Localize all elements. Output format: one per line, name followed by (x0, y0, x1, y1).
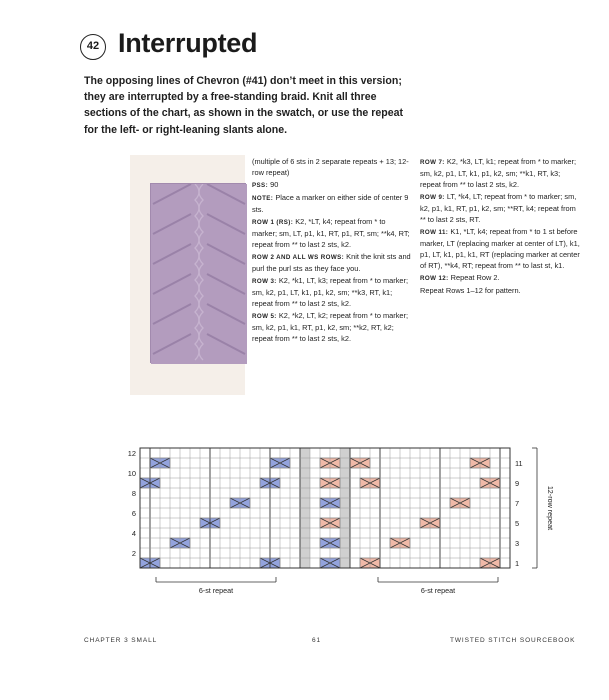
row-3 (252, 275, 412, 309)
chart-grid (140, 448, 510, 568)
page-title: Interrupted (118, 28, 258, 58)
knit-swatch-image (150, 183, 246, 363)
row-5-label: ROW 5: (252, 313, 277, 320)
row-11-text: K1, *LT, k4; repeat from * to 1 st before marker, LT (replacing marker at center of LT), k1, p1, LT, k1, p1, k1, RT (replacing marker at center of RT), **k4, RT; repeat from ** to last st, k1. (420, 227, 580, 270)
left-stitch-repeat-bracket (156, 577, 276, 582)
pss-label: PSS: (252, 182, 269, 189)
note-label: NOTE: (252, 195, 274, 202)
instructions-column-right (420, 156, 580, 296)
row-1-label: ROW 1 (RS): (252, 219, 294, 226)
row-label-right: 11 (515, 459, 523, 468)
row-label-right: 7 (515, 499, 520, 508)
row-2 (252, 251, 412, 274)
row-12-label: ROW 12: (420, 275, 449, 282)
row-label-left: 2 (131, 549, 136, 558)
row-repeat-bracket (532, 448, 537, 568)
row-12-text: Repeat Row 2. (450, 273, 500, 282)
row-1 (252, 216, 412, 250)
stitch-chart (120, 440, 560, 605)
swatch-texture (151, 184, 247, 364)
row-7-text: K2, *k3, LT, k1; repeat from * to marker; sm, k2, p1, LT, k1, p1, k2, sm; **k1, RT, k3; repeat from ** to last 2 sts, k2. (420, 157, 577, 189)
row-label-right: 5 (515, 519, 520, 528)
stitch-multiple: (multiple of 6 sts in 2 separate repeats + 13; 12-row repeat) (252, 157, 409, 177)
note-line (252, 192, 412, 215)
row-11-label: ROW 11: (420, 229, 449, 236)
row-2-text: Knit the knit sts and purl the purl sts as they face you. (252, 252, 411, 273)
instructions-column-left (252, 156, 412, 344)
row-9-label: ROW 9: (420, 194, 445, 201)
note-text: Place a marker on either side of center 9 sts. (252, 193, 409, 214)
pss-value: 90 (270, 180, 279, 189)
row-7 (420, 156, 580, 190)
pss-line (252, 179, 412, 191)
right-stitch-repeat-label: 6-st repeat (420, 586, 456, 595)
row-label-right: 9 (515, 479, 520, 488)
pattern-number-badge: 42 (80, 34, 106, 60)
row-label-right: 1 (515, 559, 520, 568)
row-label-left: 8 (131, 489, 136, 498)
row-3-text: K2, *k1, LT, k3; repeat from * to marker; sm, k2, p1, LT, k1, p1, k2, sm; **k3, RT, k1; repeat from ** to last 2 sts, k2. (252, 276, 409, 308)
repeat-rows-line: Repeat Rows 1–12 for pattern. (420, 286, 521, 295)
row-12 (420, 272, 580, 284)
row-repeat-label: 12-row repeat (546, 485, 555, 531)
row-label-right: 3 (515, 539, 520, 548)
row-5-text: K2, *k2, LT, k2; repeat from * to marker; sm, k2, p1, k1, RT, p1, k2, sm; **k2, RT, k2; repeat from ** to last 2 sts, k2. (252, 311, 409, 343)
row-9-text: LT, *k4, LT; repeat from * to marker; sm, k2, p1, k1, RT, p1, k2, sm; **RT, k4; repeat from ** to last 2 sts, RT. (420, 192, 577, 224)
row-label-left: 6 (131, 509, 136, 518)
right-stitch-repeat-bracket (378, 577, 498, 582)
intro-paragraph: The opposing lines of Chevron (#41) don’t meet in this version; they are interrupted by a free-standing braid. Knit all three sections of the chart, as shown in the swatch, or use the repeat for the left- or right-leaning slants alone. (84, 75, 404, 136)
row-label-left: 12 (127, 449, 136, 458)
footer-chapter: CHAPTER 3 SMALL (84, 637, 158, 644)
page-number: 61 (312, 637, 322, 644)
row-7-label: ROW 7: (420, 159, 445, 166)
row-3-label: ROW 3: (252, 278, 277, 285)
row-9 (420, 191, 580, 225)
row-11 (420, 226, 580, 271)
row-5 (252, 310, 412, 344)
left-stitch-repeat-label: 6-st repeat (198, 586, 234, 595)
row-label-left: 4 (131, 529, 136, 538)
row-2-label: ROW 2 AND ALL WS ROWS: (252, 254, 345, 261)
row-label-left: 10 (127, 469, 136, 478)
row-1-text: K2, *LT, k4; repeat from * to marker; sm, LT, p1, k1, RT, p1, RT, sm; **k4, RT; repeat from ** to last 2 sts, k2. (252, 217, 410, 249)
footer-book-title: TWISTED STITCH SOURCEBOOK (450, 637, 576, 644)
